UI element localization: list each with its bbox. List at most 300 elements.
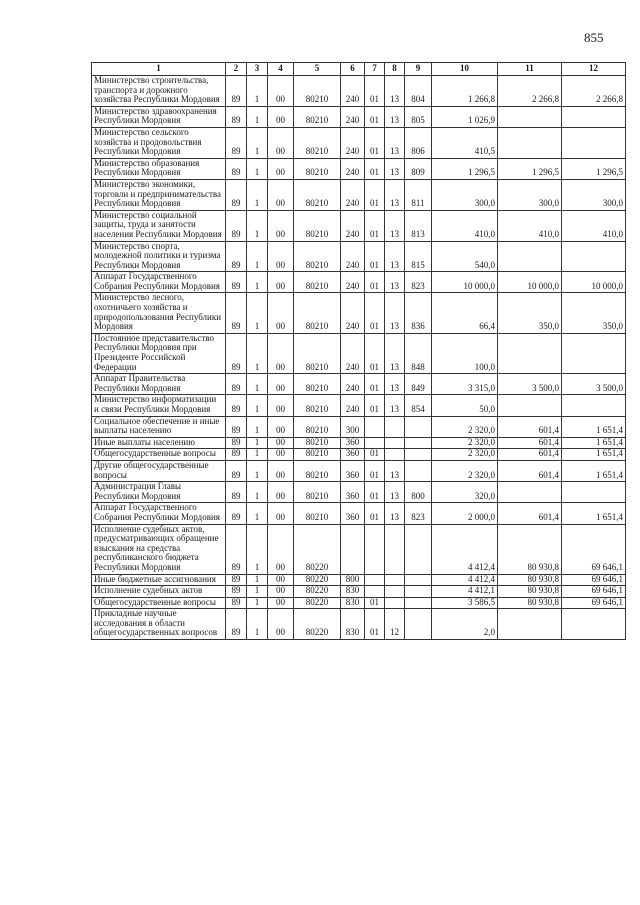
cell-code-7: 01 [365,293,385,333]
column-header: 10 [432,63,498,76]
cell-code-7: 01 [365,210,385,241]
cell-code-6: 240 [341,127,365,158]
cell-amount-10: 3 315,0 [432,374,498,395]
budget-table [91,62,626,640]
cell-code-4: 00 [268,482,294,503]
cell-amount-11 [498,482,562,503]
cell-amount-11: 601,4 [498,460,562,481]
cell-amount-10: 3 586,5 [432,597,498,609]
cell-code-2: 89 [226,272,247,293]
cell-code-7 [365,437,385,449]
cell-code-5: 80210 [294,241,341,272]
cell-code-2: 89 [226,179,247,210]
cell-code-4: 00 [268,460,294,481]
page-number: 855 [584,30,604,45]
cell-code-5: 80220 [294,597,341,609]
row-label: Аппарат Государственного Собрания Республики Мордовия [92,272,226,293]
cell-code-9: 849 [405,374,432,395]
cell-code-8: 13 [385,76,405,107]
cell-code-3: 1 [247,416,268,437]
cell-code-5: 80220 [294,586,341,598]
cell-code-3: 1 [247,210,268,241]
cell-amount-12: 1 296,5 [562,158,626,179]
row-label: Постоянное представительство Республики Мордовия при Президенте Российской Федерации [92,333,226,373]
table-row [92,395,626,416]
cell-code-7: 01 [365,374,385,395]
cell-amount-11 [498,127,562,158]
row-label: Общегосударственные вопросы [92,449,226,461]
header-row [92,63,626,76]
column-header: 3 [247,63,268,76]
cell-amount-10: 66,4 [432,293,498,333]
cell-code-6: 240 [341,179,365,210]
row-label: Другие общегосударственные вопросы [92,460,226,481]
cell-amount-10: 100,0 [432,333,498,373]
cell-code-3: 1 [247,127,268,158]
cell-code-9 [405,597,432,609]
cell-code-8: 13 [385,179,405,210]
cell-amount-11: 601,4 [498,437,562,449]
cell-code-2: 89 [226,609,247,640]
cell-code-6: 240 [341,106,365,127]
row-label: Аппарат Государственного Собрания Республики Мордовия [92,503,226,524]
table-row [92,374,626,395]
cell-amount-10: 2 320,0 [432,416,498,437]
row-label: Аппарат Правительства Республики Мордовия [92,374,226,395]
cell-code-5: 80210 [294,158,341,179]
cell-amount-10: 10 000,0 [432,272,498,293]
cell-code-4: 00 [268,395,294,416]
cell-code-4: 00 [268,210,294,241]
cell-code-9: 813 [405,210,432,241]
cell-code-2: 89 [226,460,247,481]
cell-code-5: 80210 [294,179,341,210]
cell-code-4: 00 [268,179,294,210]
row-label: Министерство социальной защиты, труда и занятости населения Республики Мордовия [92,210,226,241]
cell-amount-11 [498,609,562,640]
cell-code-6: 830 [341,597,365,609]
cell-code-2: 89 [226,449,247,461]
cell-code-8: 13 [385,158,405,179]
cell-code-7: 01 [365,158,385,179]
table-row [92,158,626,179]
cell-code-2: 89 [226,293,247,333]
cell-amount-10: 4 412,4 [432,524,498,574]
cell-code-8: 13 [385,374,405,395]
cell-code-6: 240 [341,395,365,416]
cell-code-6: 300 [341,416,365,437]
cell-code-9 [405,609,432,640]
cell-amount-11 [498,333,562,373]
cell-code-5: 80210 [294,272,341,293]
cell-code-7: 01 [365,272,385,293]
column-header: 11 [498,63,562,76]
table-row [92,179,626,210]
table-row [92,333,626,373]
cell-code-9: 809 [405,158,432,179]
cell-code-6: 360 [341,482,365,503]
cell-code-4: 00 [268,333,294,373]
cell-code-9: 815 [405,241,432,272]
cell-code-5: 80210 [294,460,341,481]
cell-amount-10: 2 000,0 [432,503,498,524]
table-row [92,449,626,461]
cell-code-2: 89 [226,333,247,373]
cell-code-4: 00 [268,524,294,574]
cell-code-6: 360 [341,437,365,449]
cell-code-5: 80210 [294,449,341,461]
cell-code-9: 800 [405,482,432,503]
table-row [92,416,626,437]
table-row [92,524,626,574]
cell-amount-12: 69 646,1 [562,524,626,574]
column-header: 5 [294,63,341,76]
cell-code-5: 80220 [294,609,341,640]
cell-code-8: 13 [385,106,405,127]
cell-amount-12 [562,609,626,640]
cell-code-4: 00 [268,437,294,449]
cell-code-3: 1 [247,179,268,210]
cell-amount-10: 2,0 [432,609,498,640]
table-row [92,460,626,481]
cell-code-9: 811 [405,179,432,210]
cell-code-8: 12 [385,609,405,640]
table-row [92,586,626,598]
row-label: Министерство сельского хозяйства и продовольствия Республики Мордовия [92,127,226,158]
cell-amount-12: 69 646,1 [562,597,626,609]
cell-code-2: 89 [226,158,247,179]
cell-code-8: 13 [385,482,405,503]
cell-code-6: 800 [341,574,365,586]
cell-code-4: 00 [268,241,294,272]
table-row [92,241,626,272]
cell-code-5: 80210 [294,395,341,416]
cell-code-9 [405,449,432,461]
table-row [92,437,626,449]
cell-amount-10: 320,0 [432,482,498,503]
cell-code-3: 1 [247,449,268,461]
cell-code-5: 80210 [294,416,341,437]
table-row [92,503,626,524]
cell-code-8: 13 [385,272,405,293]
table-row [92,609,626,640]
cell-code-8 [385,416,405,437]
cell-code-3: 1 [247,482,268,503]
row-label: Министерство образования Республики Мордовия [92,158,226,179]
cell-code-2: 89 [226,106,247,127]
cell-code-8 [385,586,405,598]
column-header: 4 [268,63,294,76]
cell-amount-12 [562,127,626,158]
cell-code-2: 89 [226,503,247,524]
cell-code-5: 80210 [294,106,341,127]
cell-code-3: 1 [247,241,268,272]
cell-code-5: 80210 [294,76,341,107]
cell-amount-11: 3 500,0 [498,374,562,395]
cell-code-3: 1 [247,597,268,609]
cell-code-7: 01 [365,609,385,640]
cell-amount-11 [498,106,562,127]
cell-code-9: 804 [405,76,432,107]
cell-code-2: 89 [226,574,247,586]
cell-amount-10: 1 296,5 [432,158,498,179]
table-row [92,76,626,107]
cell-code-9: 805 [405,106,432,127]
cell-amount-10: 50,0 [432,395,498,416]
cell-code-8: 13 [385,293,405,333]
cell-code-8: 13 [385,395,405,416]
table-body [92,76,626,640]
column-header: 8 [385,63,405,76]
cell-code-9: 836 [405,293,432,333]
column-header: 7 [365,63,385,76]
cell-code-3: 1 [247,609,268,640]
cell-amount-11: 80 930,8 [498,597,562,609]
cell-code-6: 240 [341,374,365,395]
cell-code-6: 240 [341,241,365,272]
cell-code-9: 806 [405,127,432,158]
cell-code-2: 89 [226,524,247,574]
table-row [92,574,626,586]
cell-code-2: 89 [226,395,247,416]
cell-code-4: 00 [268,272,294,293]
cell-code-2: 89 [226,241,247,272]
cell-amount-12: 1 651,4 [562,503,626,524]
cell-amount-10: 2 320,0 [432,449,498,461]
cell-code-8 [385,524,405,574]
cell-amount-11 [498,395,562,416]
cell-amount-12: 1 651,4 [562,437,626,449]
cell-code-6: 830 [341,609,365,640]
cell-amount-12: 410,0 [562,210,626,241]
cell-code-4: 00 [268,106,294,127]
cell-amount-12: 10 000,0 [562,272,626,293]
cell-code-3: 1 [247,158,268,179]
cell-amount-10: 2 320,0 [432,460,498,481]
cell-code-9 [405,437,432,449]
table-row [92,597,626,609]
cell-code-4: 00 [268,597,294,609]
cell-code-9 [405,460,432,481]
cell-code-3: 1 [247,293,268,333]
cell-amount-10: 2 320,0 [432,437,498,449]
cell-amount-10: 540,0 [432,241,498,272]
cell-amount-12 [562,333,626,373]
cell-code-9: 848 [405,333,432,373]
cell-amount-12: 1 651,4 [562,449,626,461]
cell-code-4: 00 [268,609,294,640]
table-row [92,127,626,158]
cell-code-9: 854 [405,395,432,416]
cell-code-6: 240 [341,210,365,241]
cell-amount-10: 410,5 [432,127,498,158]
cell-code-2: 89 [226,76,247,107]
cell-code-5: 80210 [294,503,341,524]
cell-code-2: 89 [226,597,247,609]
cell-amount-11: 80 930,8 [498,574,562,586]
cell-code-4: 00 [268,76,294,107]
cell-code-9 [405,416,432,437]
table-row [92,293,626,333]
cell-code-3: 1 [247,524,268,574]
cell-code-5: 80210 [294,482,341,503]
cell-code-7 [365,574,385,586]
cell-code-7: 01 [365,127,385,158]
cell-code-7: 01 [365,76,385,107]
cell-code-6: 240 [341,293,365,333]
cell-code-7: 01 [365,460,385,481]
cell-code-8 [385,449,405,461]
cell-code-9 [405,524,432,574]
cell-amount-11: 300,0 [498,179,562,210]
cell-code-6: 360 [341,460,365,481]
cell-code-5: 80210 [294,127,341,158]
cell-code-4: 00 [268,416,294,437]
cell-amount-11: 350,0 [498,293,562,333]
cell-code-5: 80210 [294,333,341,373]
cell-code-7 [365,586,385,598]
row-label: Исполнение судебных актов, предусматривающих обращение взыскания на средства республиканского бюджета Республики Мордовия [92,524,226,574]
cell-code-7: 01 [365,482,385,503]
cell-code-3: 1 [247,374,268,395]
cell-code-3: 1 [247,503,268,524]
column-header: 6 [341,63,365,76]
cell-code-2: 89 [226,482,247,503]
cell-code-2: 89 [226,210,247,241]
cell-code-3: 1 [247,76,268,107]
cell-code-2: 89 [226,416,247,437]
row-label: Министерство информатизации и связи Республики Мордовия [92,395,226,416]
cell-code-5: 80210 [294,374,341,395]
row-label: Министерство лесного, охотничьего хозяйства и природопользования Республики Мордовия [92,293,226,333]
cell-code-8: 13 [385,333,405,373]
cell-code-8 [385,574,405,586]
cell-code-2: 89 [226,586,247,598]
cell-amount-12: 350,0 [562,293,626,333]
table-row [92,482,626,503]
cell-code-7 [365,416,385,437]
cell-code-7: 01 [365,597,385,609]
cell-amount-10: 410,0 [432,210,498,241]
cell-amount-11 [498,241,562,272]
row-label: Министерство экономики, торговли и предпринимательства Республики Мордовия [92,179,226,210]
cell-amount-10: 4 412,1 [432,586,498,598]
cell-code-4: 00 [268,158,294,179]
cell-code-8: 13 [385,460,405,481]
cell-code-8: 13 [385,210,405,241]
table-row [92,272,626,293]
cell-amount-12 [562,482,626,503]
cell-code-3: 1 [247,460,268,481]
cell-amount-11: 601,4 [498,416,562,437]
cell-amount-11: 2 266,8 [498,76,562,107]
cell-amount-12 [562,241,626,272]
table-row [92,210,626,241]
cell-code-7: 01 [365,333,385,373]
cell-code-8: 13 [385,241,405,272]
cell-code-3: 1 [247,272,268,293]
cell-amount-11: 10 000,0 [498,272,562,293]
cell-code-3: 1 [247,106,268,127]
column-header: 1 [92,63,226,76]
cell-code-3: 1 [247,333,268,373]
row-label: Администрация Главы Республики Мордовия [92,482,226,503]
cell-amount-12: 3 500,0 [562,374,626,395]
cell-code-6: 360 [341,449,365,461]
table-row [92,106,626,127]
row-label: Министерство строительства, транспорта и дорожного хозяйства Республики Мордовия [92,76,226,107]
column-header: 2 [226,63,247,76]
cell-code-6 [341,524,365,574]
cell-amount-11: 80 930,8 [498,524,562,574]
cell-amount-11: 410,0 [498,210,562,241]
cell-code-5: 80210 [294,293,341,333]
cell-amount-10: 1 026,9 [432,106,498,127]
cell-amount-12: 1 651,4 [562,460,626,481]
row-label: Министерство спорта, молодежной политики и туризма Республики Мордовия [92,241,226,272]
cell-code-7: 01 [365,179,385,210]
row-label: Министерство здравоохранения Республики Мордовия [92,106,226,127]
cell-code-4: 00 [268,503,294,524]
cell-amount-11: 601,4 [498,503,562,524]
cell-code-5: 80210 [294,210,341,241]
cell-code-6: 240 [341,272,365,293]
cell-code-9 [405,574,432,586]
cell-code-7: 01 [365,503,385,524]
cell-code-9: 823 [405,503,432,524]
row-label: Социальное обеспечение и иные выплаты населению [92,416,226,437]
cell-code-7: 01 [365,106,385,127]
cell-code-2: 89 [226,127,247,158]
row-label: Иные выплаты населению [92,437,226,449]
cell-amount-11: 80 930,8 [498,586,562,598]
cell-code-8: 13 [385,127,405,158]
cell-code-3: 1 [247,586,268,598]
cell-amount-12: 2 266,8 [562,76,626,107]
cell-code-9 [405,586,432,598]
row-label: Прикладные научные исследования в области общегосударственных вопросов [92,609,226,640]
cell-code-7 [365,524,385,574]
cell-amount-10: 1 266,8 [432,76,498,107]
cell-code-5: 80210 [294,437,341,449]
cell-code-3: 1 [247,437,268,449]
cell-code-4: 00 [268,574,294,586]
cell-code-7: 01 [365,395,385,416]
cell-amount-12: 69 646,1 [562,586,626,598]
cell-code-8: 13 [385,503,405,524]
cell-code-4: 00 [268,293,294,333]
cell-code-6: 360 [341,503,365,524]
cell-amount-11: 601,4 [498,449,562,461]
cell-code-9: 823 [405,272,432,293]
cell-code-7: 01 [365,241,385,272]
cell-amount-10: 300,0 [432,179,498,210]
row-label: Исполнение судебных актов [92,586,226,598]
cell-code-2: 89 [226,374,247,395]
row-label: Иные бюджетные ассигнования [92,574,226,586]
cell-code-6: 830 [341,586,365,598]
cell-code-8 [385,437,405,449]
cell-code-5: 80220 [294,574,341,586]
column-header: 9 [405,63,432,76]
cell-amount-12 [562,395,626,416]
cell-code-4: 00 [268,586,294,598]
cell-code-8 [385,597,405,609]
cell-code-2: 89 [226,437,247,449]
cell-code-3: 1 [247,574,268,586]
cell-amount-10: 4 412,4 [432,574,498,586]
cell-amount-11: 1 296,5 [498,158,562,179]
